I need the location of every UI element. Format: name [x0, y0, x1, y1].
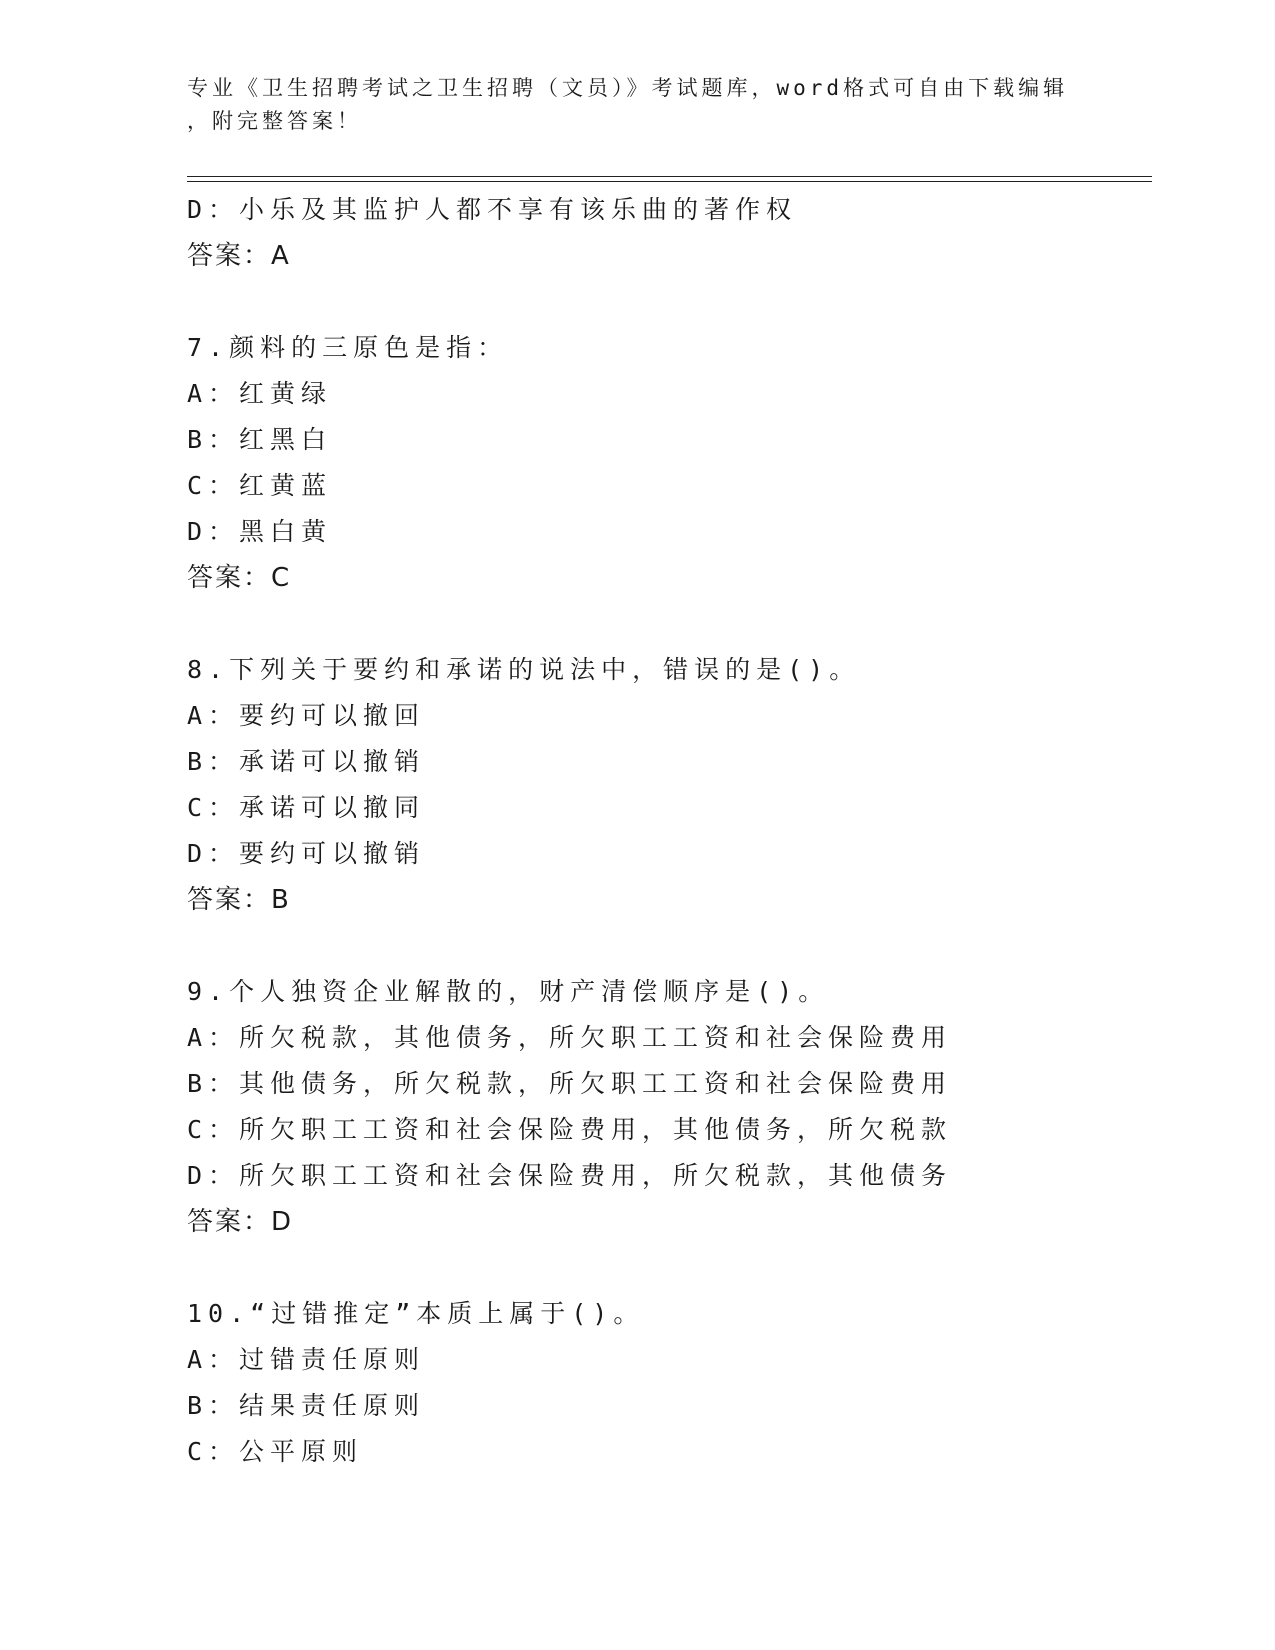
option-text: D：小乐及其监护人都不享有该乐曲的著作权	[187, 195, 798, 224]
spacer	[187, 923, 1147, 969]
option-text: D：黑白黄	[187, 517, 333, 546]
answer-text: 答案：A	[187, 241, 291, 271]
question-list	[187, 187, 1147, 1475]
option-text: B：其他债务，所欠税款，所欠职工工资和社会保险费用	[187, 1069, 953, 1098]
header-divider-bottom	[187, 181, 1152, 182]
option-text: B：结果责任原则	[187, 1391, 426, 1420]
header-line-1: 专业《卫生招聘考试之卫生招聘（文员）》考试题库，word格式可自由下载编辑	[187, 76, 1069, 100]
question-block	[187, 325, 1147, 601]
option-text: A：要约可以撤回	[187, 701, 426, 730]
option-text: C：红黄蓝	[187, 471, 333, 500]
question-title: 10.“过错推定”本质上属于()。	[187, 1299, 645, 1328]
answer-text: 答案：B	[187, 885, 291, 915]
option-text: C：承诺可以撤同	[187, 793, 426, 822]
spacer	[187, 1245, 1147, 1291]
question-block	[187, 1291, 1147, 1475]
option-text: A：过错责任原则	[187, 1345, 426, 1374]
document-header	[187, 72, 1087, 138]
option-text: B：红黑白	[187, 425, 333, 454]
question-block	[187, 647, 1147, 923]
question-title: 7.颜料的三原色是指：	[187, 333, 509, 362]
option-text: C：所欠职工工资和社会保险费用，其他债务，所欠税款	[187, 1115, 953, 1144]
answer-text: 答案：D	[187, 1207, 294, 1237]
question-block	[187, 969, 1147, 1245]
spacer	[187, 279, 1147, 325]
header-line-2: ，附完整答案！	[187, 109, 362, 133]
spacer	[187, 601, 1147, 647]
option-text: A：所欠税款，其他债务，所欠职工工资和社会保险费用	[187, 1023, 953, 1052]
question-title: 8.下列关于要约和承诺的说法中，错误的是()。	[187, 655, 861, 684]
question-title: 9.个人独资企业解散的，财产清偿顺序是()。	[187, 977, 830, 1006]
option-text: D：所欠职工工资和社会保险费用，所欠税款，其他债务	[187, 1161, 953, 1190]
option-text: C：公平原则	[187, 1437, 364, 1466]
option-text: B：承诺可以撤销	[187, 747, 426, 776]
answer-text: 答案：C	[187, 563, 292, 593]
option-text: A：红黄绿	[187, 379, 333, 408]
option-text: D：要约可以撤销	[187, 839, 426, 868]
header-divider-top	[187, 176, 1152, 177]
